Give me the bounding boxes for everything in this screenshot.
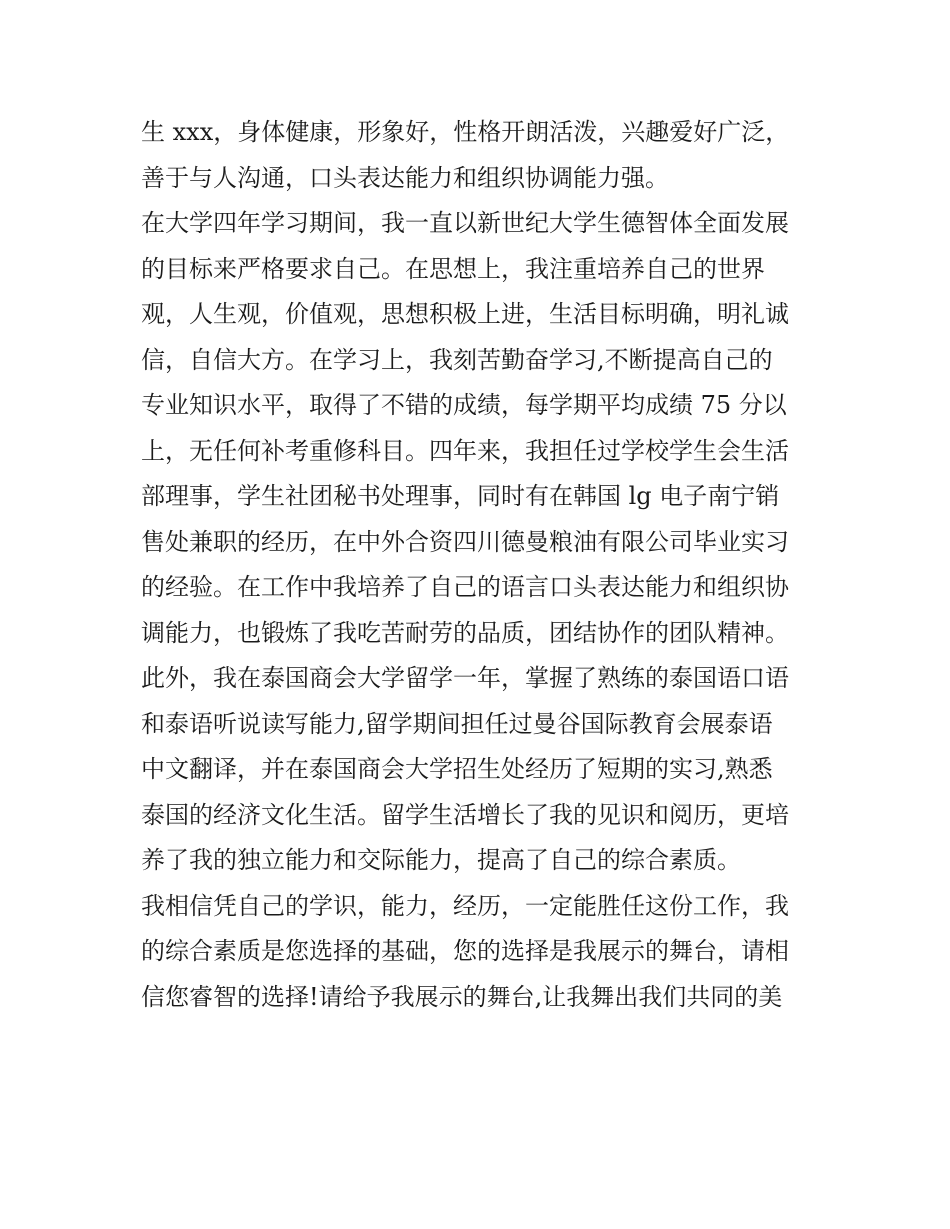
text-line: 观，人生观，价值观，思想积极上进，生活目标明确，明礼诚 <box>141 300 789 328</box>
text-line: 的经验。在工作中我培养了自己的语言口头表达能力和组织协 <box>141 573 789 601</box>
text-line: 部理事，学生社团秘书处理事，同时有在韩国 lg 电子南宁销 <box>141 482 780 510</box>
text-line: 专业知识水平，取得了不错的成绩，每学期平均成绩 75 分以 <box>141 391 787 419</box>
text-line: 和泰语听说读写能力,留学期间担任过曼谷国际教育会展泰语 <box>141 709 773 738</box>
text-line: 信，自信大方。在学习上，我刻苦勤奋学习,不断提高自己的 <box>141 345 773 374</box>
text-line: 我相信凭自己的学识，能力，经历，一定能胜任这份工作，我 <box>141 891 789 920</box>
text-line: 中文翻译，并在泰国商会大学招生处经历了短期的实习,熟悉 <box>141 755 773 783</box>
text-line: 上，无任何补考重修科目。四年来，我担任过学校学生会生活 <box>141 436 789 465</box>
text-line: 此外，我在泰国商会大学留学一年，掌握了熟练的泰国语口语 <box>141 664 789 692</box>
text-line: 泰国的经济文化生活。留学生活增长了我的见识和阅历，更培 <box>141 800 789 829</box>
text-line: 的综合素质是您选择的基础，您的选择是我展示的舞台，请相 <box>141 937 789 965</box>
text-line: 的目标来严格要求自己。在思想上，我注重培养自己的世界 <box>141 254 765 283</box>
text-line: 信您睿智的选择!请给予我展示的舞台,让我舞出我们共同的美 <box>141 982 783 1011</box>
text-line: 售处兼职的经历，在中外合资四川德曼粮油有限公司毕业实习 <box>141 527 789 556</box>
text-line: 生 xxx，身体健康，形象好，性格开朗活泼，兴趣爱好广泛， <box>141 118 790 146</box>
document-body <box>141 110 821 1020</box>
text-line: 养了我的独立能力和交际能力，提高了自己的综合素质。 <box>141 846 741 874</box>
text-line: 善于与人沟通，口头表达能力和组织协调能力强。 <box>141 163 669 192</box>
text-line: 调能力，也锻炼了我吃苦耐劳的品质，团结协作的团队精神。 <box>141 618 789 647</box>
text-line: 在大学四年学习期间，我一直以新世纪大学生德智体全面发展 <box>141 209 789 237</box>
